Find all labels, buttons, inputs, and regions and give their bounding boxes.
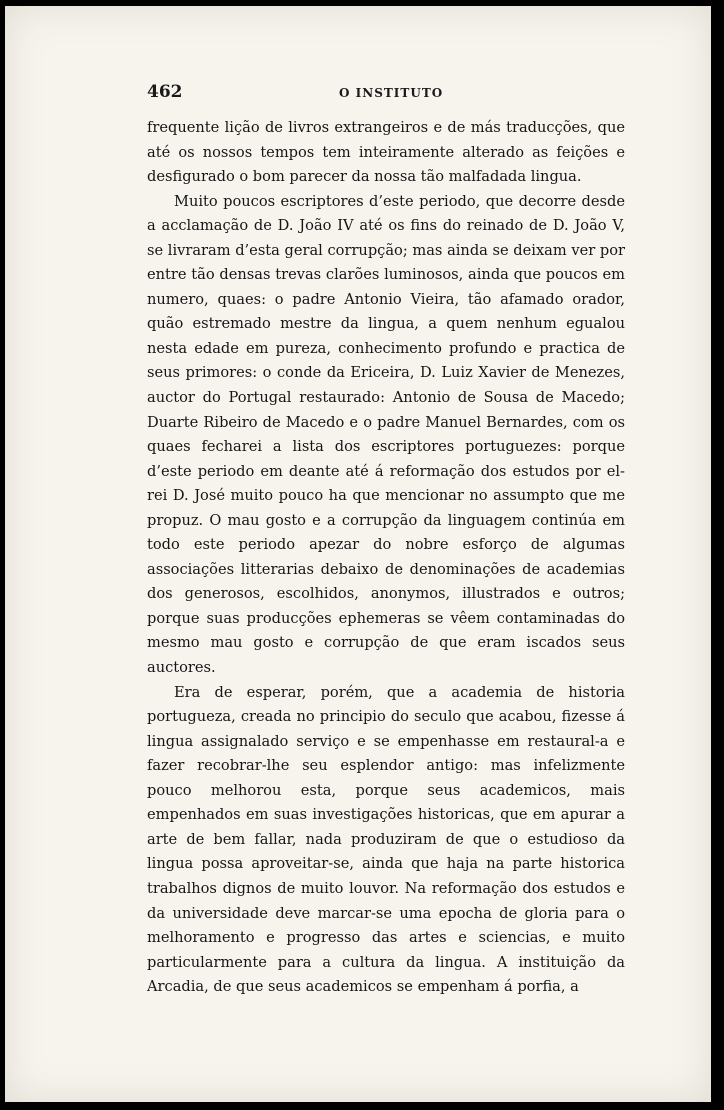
paragraph-3: Era de esperar, porém, que a academia de historia portugueza, creada no principio do seculo que acabou, fizesse á lingua assignalado serviço e se empenhasse em restaural-a e fazer recobrar-lhe seu esplendor antigo: mas infelizmente pouco melhorou esta, porque seus academicos, mais empenhados em suas investigações historicas, que em apurar a arte de bem fallar, nada produziram de que o estudioso da lingua possa aproveitar-se, ainda que haja na parte historica trabalhos dignos de muito louvor. Na reformação dos estudos e da universidade deve marcar-se uma epocha de gloria para o melhoramento e progresso das artes e sciencias, e muito particularmente para a cultura da lingua. A instituição da Arcadia, de que seus academicos se empenham á porfia, a <box>147 683 625 996</box>
page-number: 462 <box>147 82 183 102</box>
page-header <box>147 82 629 106</box>
paragraph-2: Muito poucos escriptores d’este periodo, que decorre desde a acclamação de D. João IV até os fins do reinado de D. João V, se livraram d’esta geral corrupção; mas ainda se deixam ver por entre tão densas trevas clarões luminosos, ainda que poucos em numero, quaes: o padre Antonio Vieira, tão afamado orador, quão estremado mestre da lingua, a quem nenhum egualou nesta edade em pureza, conhecimento profundo e practica de seus primores: o conde da Ericeira, D. Luiz Xavier de Menezes, auctor do Portugal restaurado: Antonio de Sousa de Macedo; Duarte Ribeiro de Macedo e o padre Manuel Bernardes, com os quaes fecharei a lista dos escriptores portuguezes: porque d’este periodo em deante até á reformação dos estudos por el-rei D. José muito pouco ha que mencionar no assumpto que me propuz. O mau gosto e a corrupção da linguagem continúa em todo este periodo apezar do nobre esforço de algumas associações litterarias debaixo de denominações de academias dos generosos, escolhidos, anonymos, illustrados e outros; porque suas producções ephemeras se vêem contaminadas do mesmo mau gosto e corrupção de que eram iscados seus auctores. <box>147 192 625 677</box>
running-title: O INSTITUTO <box>339 86 444 100</box>
paragraph-1: frequente lição de livros extrangeiros e de más traducções, que até os nossos tempos tem inteiramente alterado as feições e desfigurado o bom parecer da nossa tão malfadada lingua. <box>147 119 625 186</box>
page-body <box>147 116 625 1000</box>
book-page <box>5 6 711 1102</box>
